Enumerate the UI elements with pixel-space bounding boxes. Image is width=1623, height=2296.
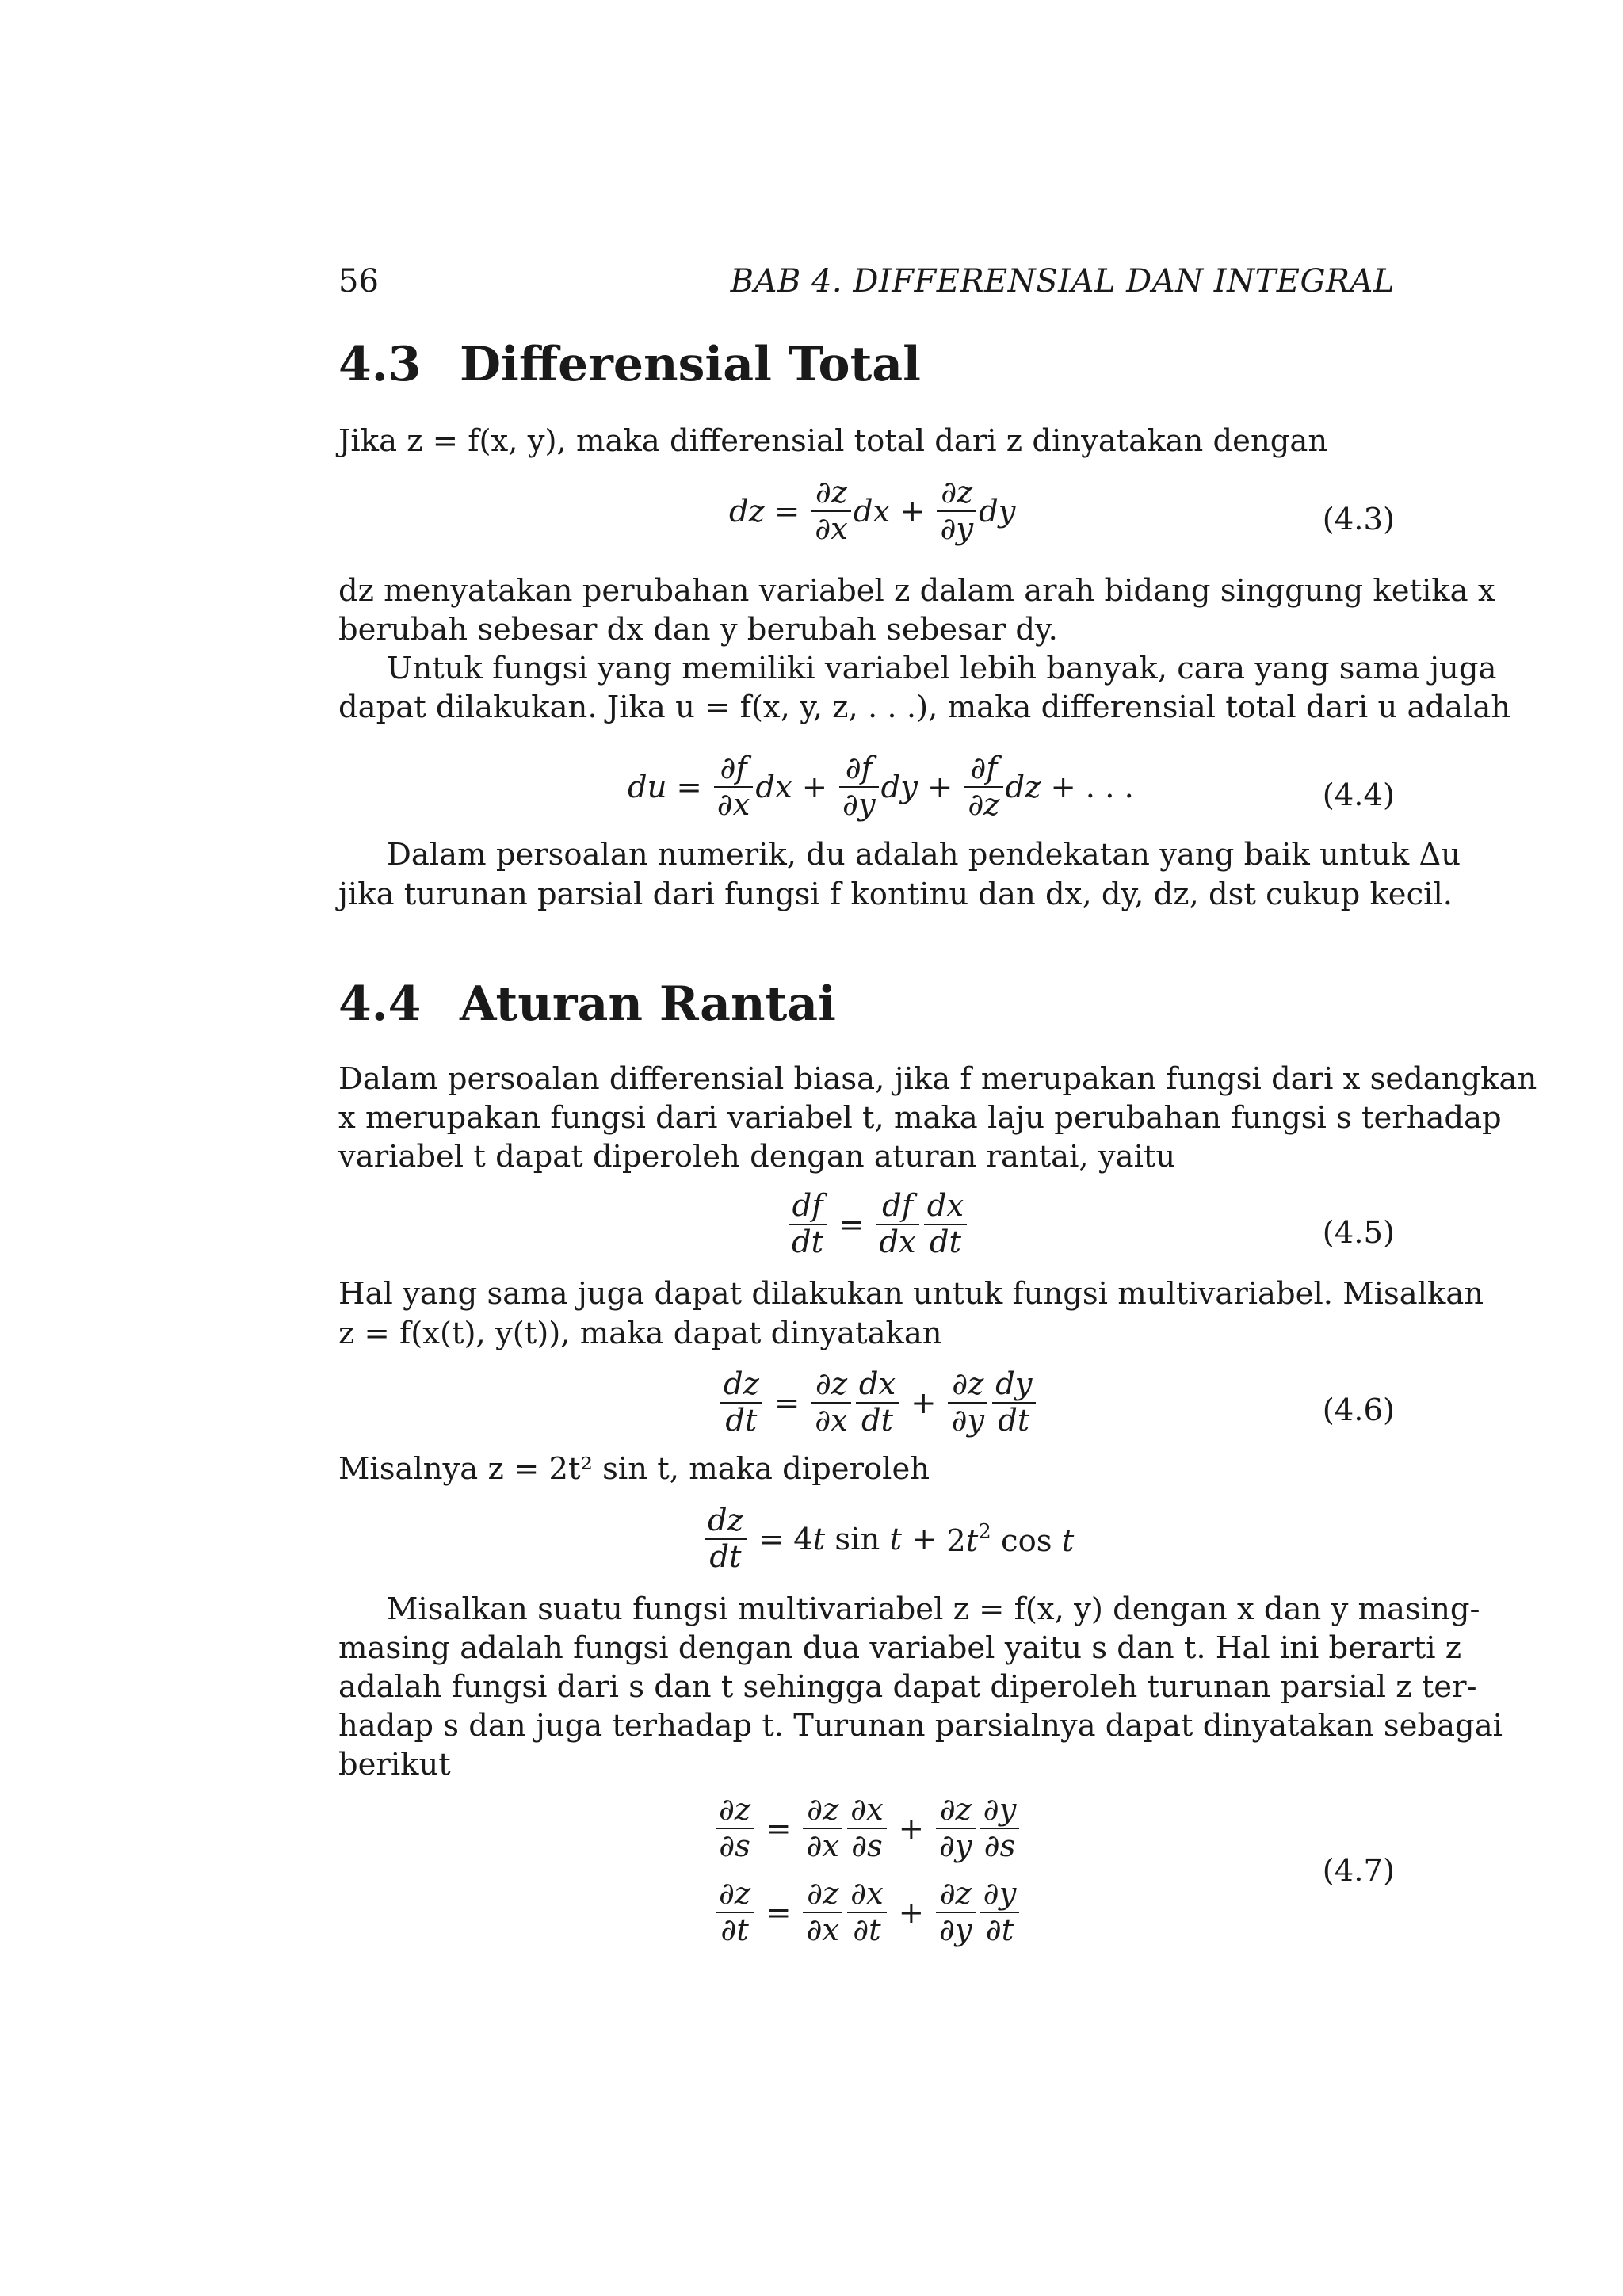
equation-4-7-row-2: $\frac{\partial z}{\partial t}$ = $\frac{\partial z}{\partial x}$ $\frac{\partial x}{\partial t}$ + $\frac{\partial z}{\partial y}$ $\frac{\partial y}{\partial t}$ — [713, 1877, 1022, 1949]
section-heading-4-4 — [338, 976, 836, 1032]
equation-4-5: $\frac{df}{dt}$ = $\frac{df}{dx}$ $\frac{dx}{dt}$ — [786, 1189, 969, 1261]
section-number: 4.4 — [338, 976, 422, 1032]
equation-4-3: dz = $\frac{\partial z}{\partial x}$ dx + $\frac{\partial z}{\partial y}$ dy — [729, 475, 1016, 548]
equation-number-4-3: (4.3) — [1322, 502, 1395, 537]
paragraph-line: x merupakan fungsi dari variabel t, maka laju perubahan fungsi s terhadap — [338, 1100, 1502, 1136]
paragraph-line: Dalam persoalan numerik, du adalah pendekatan yang baik untuk Δu — [387, 837, 1461, 873]
paragraph-line: adalah fungsi dari s dan t sehingga dapat diperoleh turunan parsial z ter- — [338, 1669, 1477, 1705]
paragraph-line: Misalkan suatu fungsi multivariabel z = f(x, y) dengan x dan y masing- — [387, 1591, 1480, 1627]
paragraph-line: variabel t dapat diperoleh dengan aturan rantai, yaitu — [338, 1139, 1176, 1175]
section-heading-4-3 — [338, 337, 921, 392]
equation-number-4-6: (4.6) — [1322, 1392, 1395, 1428]
paragraph-line: hadap s dan juga terhadap t. Turunan parsialnya dapat dinyatakan sebagai — [338, 1708, 1503, 1744]
page-number: 56 — [338, 263, 379, 300]
paragraph-line: Untuk fungsi yang memiliki variabel lebih banyak, cara yang sama juga — [387, 651, 1497, 686]
paragraph-line: berikut — [338, 1747, 451, 1782]
section-title: Aturan Rantai — [460, 976, 836, 1032]
equation-number-4-5: (4.5) — [1322, 1215, 1395, 1251]
example-equation: $\frac{dz}{dt}$ = 4t sin t + $2t^2$ cos t — [702, 1503, 1074, 1576]
equation-4-7-row-1: $\frac{\partial z}{\partial s}$ = $\frac{\partial z}{\partial x}$ $\frac{\partial x}{\partial s}$ + $\frac{\partial z}{\partial y}$ $\frac{\partial y}{\partial s}$ — [713, 1793, 1022, 1865]
equation-number-4-4: (4.4) — [1322, 777, 1395, 813]
paragraph-line: jika turunan parsial dari fungsi f kontinu dan dx, dy, dz, dst cukup kecil. — [338, 877, 1453, 912]
intro-text: Jika z = f(x, y), maka differensial total dari z dinyatakan dengan — [338, 423, 1328, 459]
equation-number-4-7: (4.7) — [1322, 1853, 1395, 1889]
equation-4-6: $\frac{dz}{dt}$ = $\frac{\partial z}{\partial x}$ $\frac{dx}{dt}$ + $\frac{\partial z}{\partial y}$ $\frac{dy}{dt}$ — [718, 1367, 1038, 1439]
paragraph-line: dapat dilakukan. Jika u = f(x, y, z, . . .), maka differensial total dari u adalah — [338, 690, 1511, 725]
section-number: 4.3 — [338, 337, 422, 392]
equation-4-4: du = $\frac{\partial f}{\partial x}$ dx + $\frac{\partial f}{\partial y}$ dy + $\frac{\partial f}{\partial z}$ dz + . . . — [628, 751, 1134, 823]
running-head: BAB 4. DIFFERENSIAL DAN INTEGRAL — [730, 263, 1395, 300]
paragraph-line: Dalam persoalan differensial biasa, jika f merupakan fungsi dari x sedangkan — [338, 1061, 1537, 1097]
paragraph-line: z = f(x(t), y(t)), maka dapat dinyatakan — [338, 1316, 942, 1351]
example-intro: Misalnya z = 2t² sin t, maka diperoleh — [338, 1451, 930, 1487]
paragraph-line: masing adalah fungsi dengan dua variabel yaitu s dan t. Hal ini berarti z — [338, 1630, 1462, 1666]
paragraph-line: berubah sebesar dx dan y berubah sebesar dy. — [338, 612, 1058, 648]
section-4-3-intro — [338, 423, 1395, 459]
paragraph-line: Hal yang sama juga dapat dilakukan untuk fungsi multivariabel. Misalkan — [338, 1276, 1484, 1312]
section-title: Differensial Total — [460, 337, 921, 392]
paragraph-line: dz menyatakan perubahan variabel z dalam arah bidang singgung ketika x — [338, 573, 1495, 609]
